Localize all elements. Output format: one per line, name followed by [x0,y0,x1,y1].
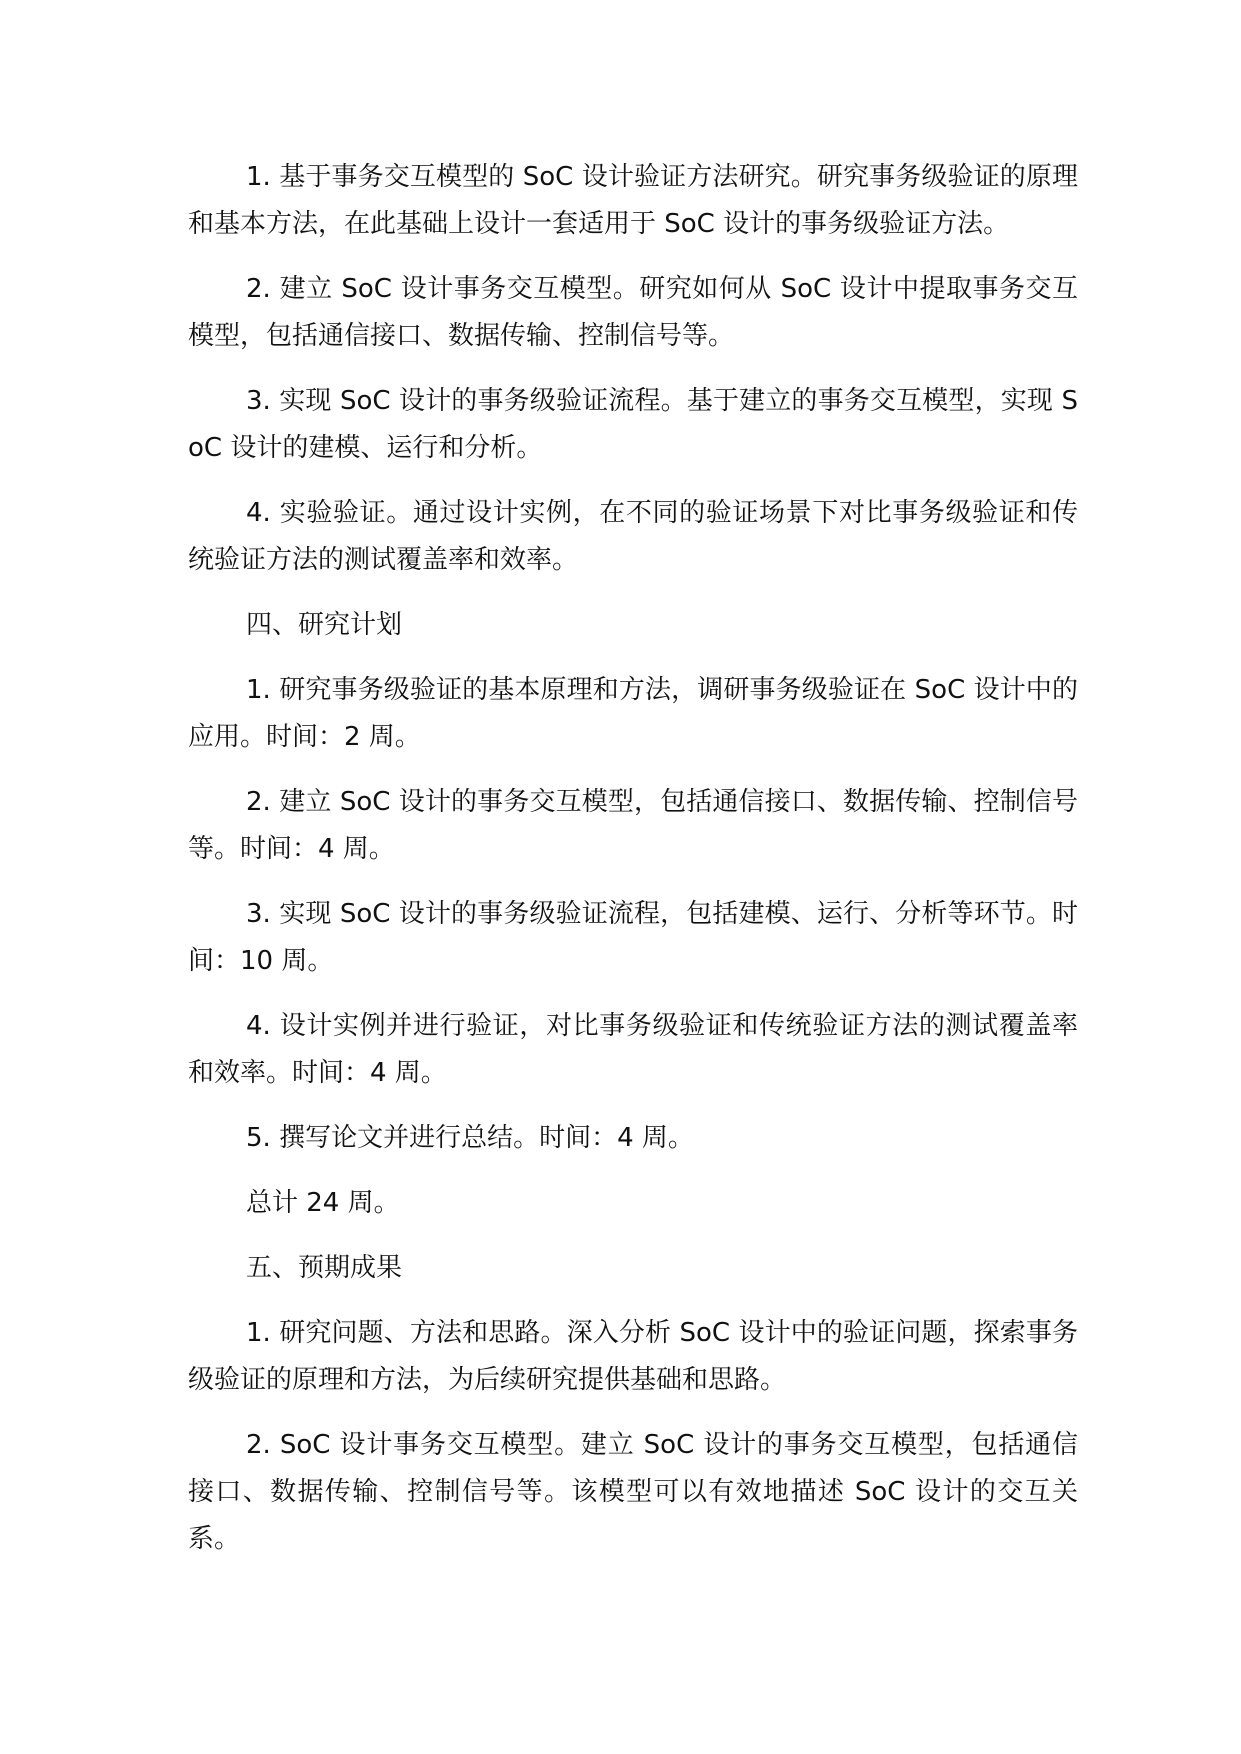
paragraph-research-content-1: 1. 基于事务交互模型的 SoC 设计验证方法研究。研究事务级验证的原理和基本方法，在此基础上设计一套适用于 SoC 设计的事务级验证方法。 [188,162,1078,239]
paragraph-result-2: 2. SoC 设计事务交互模型。建立 SoC 设计的事务交互模型，包括通信接口、数据传输、控制信号等。该模型可以有效地描述 SoC 设计的交互关系。 [188,1430,1078,1554]
paragraph-research-content-4: 4. 实验验证。通过设计实例，在不同的验证场景下对比事务级验证和传统验证方法的测试覆盖率和效率。 [188,498,1078,575]
section-heading-research-plan: 四、研究计划 [246,610,403,640]
paragraph-plan-step-2: 2. 建立 SoC 设计的事务交互模型，包括通信接口、数据传输、控制信号等。时间：4 周。 [188,787,1078,864]
paragraph-research-content-2: 2. 建立 SoC 设计事务交互模型。研究如何从 SoC 设计中提取事务交互模型，包括通信接口、数据传输、控制信号等。 [188,274,1078,351]
paragraph-plan-step-4: 4. 设计实例并进行验证，对比事务级验证和传统验证方法的测试覆盖率和效率。时间：4 周。 [188,1011,1078,1088]
section-heading-expected-results: 五、预期成果 [246,1253,403,1283]
paragraph-research-content-3: 3. 实现 SoC 设计的事务级验证流程。基于建立的事务交互模型，实现 SoC 设计的建模、运行和分析。 [188,386,1078,463]
paragraph-plan-step-3: 3. 实现 SoC 设计的事务级验证流程，包括建模、运行、分析等环节。时间：10 周。 [188,899,1078,976]
paragraph-plan-step-1: 1. 研究事务级验证的基本原理和方法，调研事务级验证在 SoC 设计中的应用。时间：2 周。 [188,675,1078,752]
paragraph-result-1: 1. 研究问题、方法和思路。深入分析 SoC 设计中的验证问题，探索事务级验证的原理和方法，为后续研究提供基础和思路。 [188,1318,1078,1395]
paragraph-plan-step-5: 5. 撰写论文并进行总结。时间：4 周。 [246,1123,694,1153]
paragraph-plan-total: 总计 24 周。 [246,1188,400,1218]
document-body [188,154,1078,1581]
